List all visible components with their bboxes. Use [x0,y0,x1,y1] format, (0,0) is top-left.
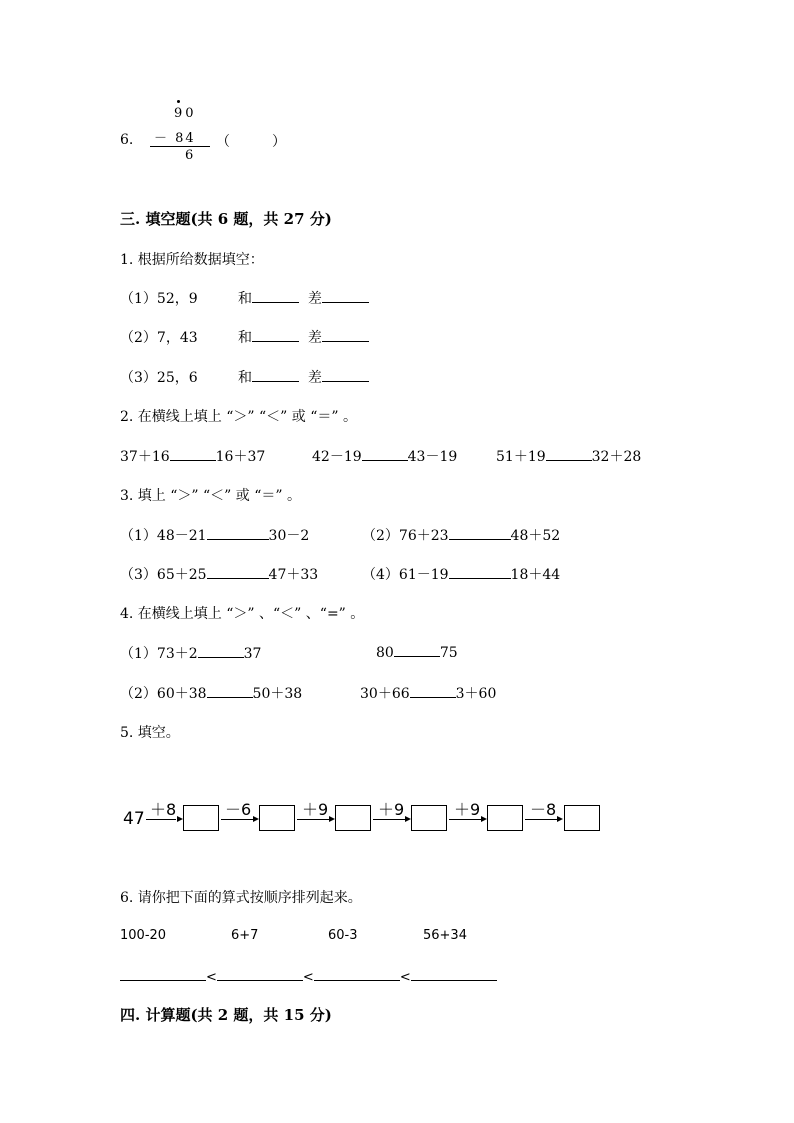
q2-title: 2. 在横线上填上 “＞” “＜” 或 “＝” 。 [120,409,358,425]
compare-blank[interactable] [207,565,269,579]
q3-right: 18＋44 [510,567,561,583]
q3-item-4 [362,564,560,584]
compare-blank[interactable] [198,644,244,658]
order-blank-3[interactable] [314,967,400,981]
q6-title: 6. 请你把下面的算式按顺序排列起来。 [120,890,362,906]
q3-title: 3. 填上 “＞” “＜” 或 “＝” 。 [120,488,302,504]
subtraction-result: 6 [185,148,194,163]
order-blank-1[interactable] [120,967,206,981]
order-blank-4[interactable] [411,967,497,981]
q2-left: 42－19 [312,449,362,465]
cha-label: 差 [307,291,322,307]
chain-arrow-line-2 [221,819,253,820]
q6-order-row [120,967,497,985]
q6-expression-2: 6+7 [231,928,259,943]
q6-expression-4: 56+34 [423,928,467,943]
compare-blank[interactable] [449,565,511,579]
cha-blank[interactable] [322,368,369,382]
chain-op-6: －8 [530,800,557,819]
q6-expression-3: 60-3 [328,928,358,943]
q2-item-1 [120,446,265,466]
he-blank[interactable] [252,328,299,342]
q3-item-3 [120,564,318,584]
q4-item-1 [120,643,261,663]
he-blank[interactable] [252,368,299,382]
q2-right: 32＋28 [591,449,642,465]
q4-item-3 [120,683,302,703]
chain-op-2: －6 [225,800,252,819]
chain-op-4: ＋9 [378,800,405,819]
q4-left: （2）60＋38 [120,686,207,702]
chain-box-3[interactable] [335,805,371,831]
compare-blank[interactable] [546,447,592,461]
subtraction-top-number: 90 [174,106,197,121]
compare-blank[interactable] [449,526,511,540]
he-label: 和 [238,370,252,386]
cha-blank[interactable] [322,289,369,303]
q4-left: 30＋66 [360,686,410,702]
chain-op-5: ＋9 [454,800,481,819]
q6-expression-1: 100-20 [120,928,167,943]
order-blank-2[interactable] [217,967,303,981]
q2-left: 51＋19 [496,449,546,465]
q4-left: （1）73＋2 [120,646,198,662]
q5-title: 5. 填空。 [120,725,180,741]
chain-arrow-line-3 [297,819,329,820]
cha-blank[interactable] [322,328,369,342]
q1-title: 1. 根据所给数据填空： [120,252,264,268]
chain-box-6[interactable] [564,805,600,831]
q2-left: 37＋16 [120,449,170,465]
chain-arrow-line-6 [525,819,557,820]
chain-box-5[interactable] [487,805,523,831]
chain-arrow-line-1 [146,819,176,820]
q1-row-label: （2）7，43 [120,330,198,346]
q3-right: 30－2 [268,528,310,544]
q4-right: 3＋60 [455,686,497,702]
compare-blank[interactable] [207,526,269,540]
he-label: 和 [238,291,252,307]
q2-item-3 [496,446,641,466]
q4-right: 50＋38 [252,686,303,702]
q3-right: 47＋33 [268,567,319,583]
q1-row-label: （1）52，9 [120,291,198,307]
q4-left: 80 [376,645,394,661]
chain-box-1[interactable] [183,805,219,831]
less-than-sign: < [399,970,411,985]
borrow-dot [177,100,180,103]
cha-label: 差 [307,370,322,386]
problem-6-number: 6. [120,132,134,148]
chain-arrow-line-5 [449,819,481,820]
chain-op-3: ＋9 [302,800,329,819]
q1-row-1 [120,288,369,308]
q4-right: 37 [243,646,262,662]
q3-left: （2）76＋23 [362,528,449,544]
chain-start-number: 47 [123,809,145,829]
q3-left: （3）65＋25 [120,567,207,583]
he-blank[interactable] [252,289,299,303]
less-than-sign: < [302,970,314,985]
answer-parentheses: （ ） [216,134,286,150]
he-label: 和 [238,330,252,346]
compare-blank[interactable] [170,447,216,461]
chain-op-1: ＋8 [150,800,177,819]
chain-box-4[interactable] [411,805,447,831]
q3-left: （1）48－21 [120,528,207,544]
q1-row-label: （3）25，6 [120,370,198,386]
subtraction-line [150,146,210,147]
q3-left: （4）61－19 [362,567,449,583]
compare-blank[interactable] [207,684,253,698]
q2-right: 16＋37 [215,449,266,465]
section-3-heading: 三. 填空题(共 6 题，共 27 分) [120,210,332,228]
compare-blank[interactable] [394,643,440,657]
q4-title: 4. 在横线上填上 “＞” 、“＜” 、“=” 。 [120,606,365,622]
less-than-sign: < [206,970,217,985]
compare-blank[interactable] [362,447,408,461]
subtraction-minus-row: － 84 [154,131,196,146]
q1-row-2 [120,327,369,347]
q3-item-1 [120,525,309,545]
q4-right: 75 [439,645,458,661]
compare-blank[interactable] [410,684,456,698]
q2-right: 43－19 [407,449,458,465]
q3-item-2 [362,525,560,545]
q2-item-2 [312,446,457,466]
q4-item-4 [360,683,496,703]
chain-arrowhead-6 [557,816,563,822]
section-4-heading: 四. 计算题(共 2 题，共 15 分) [120,1006,332,1024]
chain-arrow-line-4 [373,819,405,820]
chain-box-2[interactable] [259,805,295,831]
q3-right: 48＋52 [510,528,561,544]
cha-label: 差 [307,330,322,346]
q4-item-2 [376,643,458,661]
q1-row-3 [120,367,369,387]
